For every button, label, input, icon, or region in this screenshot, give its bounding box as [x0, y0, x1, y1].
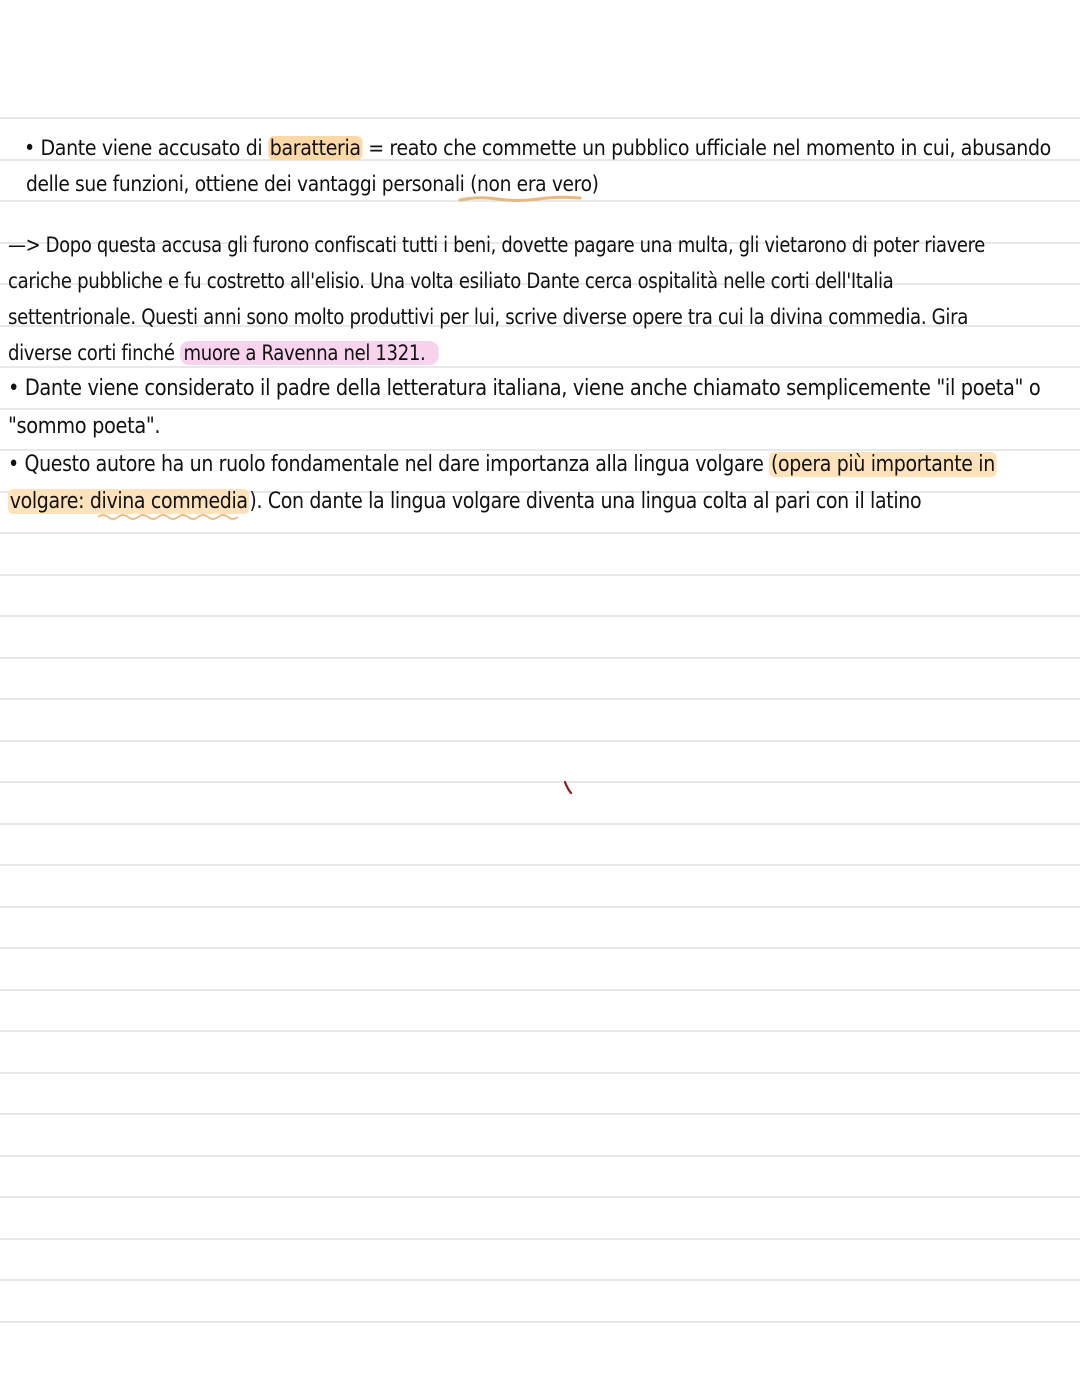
note-line-1 [24, 133, 1051, 163]
note-line-5 [8, 302, 968, 332]
note-text: —> Dopo questa accusa gli furono confiscati tutti i beni, dovette pagare una multa, gli vietarono di poter riavere [8, 233, 985, 257]
note-line-3 [8, 230, 985, 260]
note-text: • Dante viene considerato il padre della letteratura italiana, viene anche chiamato semplicemente "il poeta" o [8, 376, 1041, 401]
note-text: settentrionale. Questi anni sono molto produttivi per lui, scrive diverse opere tra cui la divina commedia. Gira [8, 305, 969, 329]
note-text: = reato che commette un pubblico ufficiale nel momento in cui, abusando [362, 136, 1051, 160]
highlight-opera: (opera più importante in [770, 452, 995, 477]
highlight-ravenna: muore a Ravenna nel 1321. [180, 341, 439, 365]
note-line-4 [8, 266, 893, 296]
note-text: • Dante viene accusato di [24, 136, 268, 160]
stray-pen-mark [562, 780, 574, 796]
note-line-7 [8, 374, 1040, 404]
highlight-divina-commedia: volgare: divina commedia [9, 489, 248, 514]
note-line-6 [8, 338, 439, 368]
note-line-8 [8, 412, 160, 442]
note-text: delle sue funzioni, ottiene dei vantaggi personali (non era vero) [26, 172, 599, 196]
squiggle-underline [458, 194, 583, 204]
highlight-baratteria: baratteria [269, 136, 361, 160]
note-text: diverse corti finché [8, 341, 181, 365]
note-text: ). Con dante la lingua volgare diventa una lingua colta al pari con il latino [249, 489, 922, 514]
note-line-9 [8, 450, 997, 480]
note-text: "sommo poeta". [8, 414, 161, 439]
note-text: • Questo autore ha un ruolo fondamentale nel dare importanza alla lingua volgare [8, 452, 770, 477]
squiggle-underline [96, 512, 246, 522]
note-text: cariche pubbliche e fu costretto all'elisio. Una volta esiliato Dante cerca ospitalità nelle corti dell'Italia [8, 269, 894, 293]
